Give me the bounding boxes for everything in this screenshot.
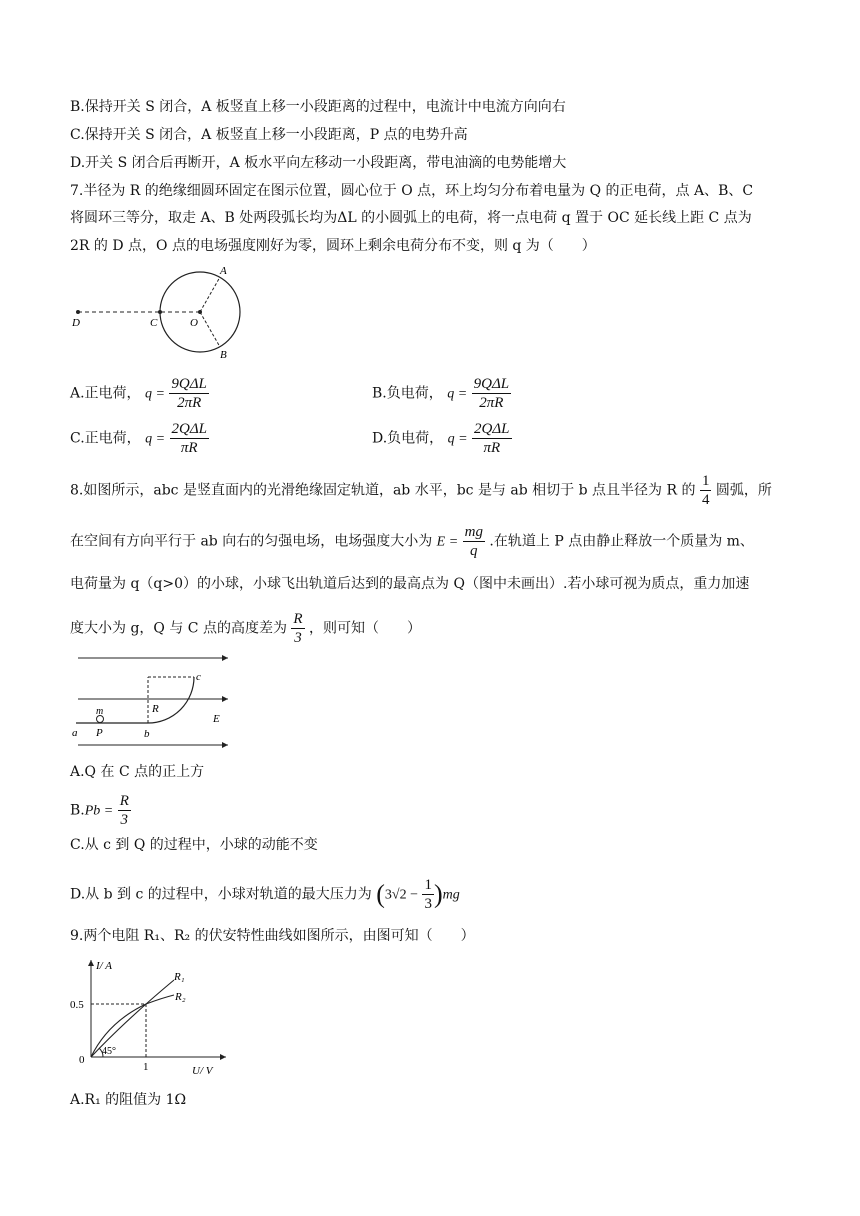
label-a: A [220, 265, 227, 277]
radius-ob [200, 312, 220, 347]
origin-label: 0 [79, 1054, 85, 1066]
q7-option-c-fraction: $\frac{\text{2QΔL}}{\pi R}$ [171, 421, 208, 456]
q8-stem-line3: 电荷量为 q（q>0）的小球，小球飞出轨道后达到的最高点为 Q（图中未画出）.若小球可视为质点，重力加速 [70, 576, 750, 592]
q7-option-a-prefix: A.正电荷， [70, 385, 141, 402]
q6-option-c: C.保持开关 S 闭合，A 板竖直上移一小段距离，P 点的电势升高 [70, 127, 468, 143]
q7-option-b-lhs: q = [447, 386, 468, 402]
q7-option-d-lhs: q = [447, 431, 468, 447]
y-tick-label: 0.5 [70, 999, 84, 1011]
q8-option-a: A.Q 在 C 点的正上方 [70, 764, 205, 780]
q7-option-c-lhs: q = [145, 431, 166, 447]
q7-option-b-fraction: $\frac{\text{9QΔL}}{2\pi R}$ [473, 376, 510, 411]
label-d: D [72, 317, 80, 329]
label-b: b [144, 728, 150, 740]
q7-option-d-prefix: D.负电荷， [372, 430, 444, 447]
radius-oa [200, 277, 220, 312]
label-a: a [72, 727, 78, 739]
q9-iv-chart [66, 952, 236, 1078]
q9-option-a: A.R₁ 的阻值为 1Ω [70, 1092, 187, 1108]
label-c: c [196, 671, 201, 683]
q7-option-a-fraction: $\frac{\text{9QΔL}}{2\pi R}$ [171, 376, 207, 411]
series-label-r2: R₂ [175, 991, 186, 1003]
label-p: P [96, 727, 103, 739]
q7-option-b [372, 375, 511, 412]
q8-option-d: D.从 b 到 c 的过程中，小球对轨道的最大压力为 (3√2 − $\frac{1}{3}$ )mg [70, 877, 460, 912]
q8-height-fraction: $\frac{R}{3}$ [293, 611, 303, 646]
x-axis-label: U/ V [192, 1065, 213, 1077]
q7-option-b-prefix: B.负电荷， [372, 385, 443, 402]
q7-option-d-fraction: $\frac{\text{2QΔL}}{\pi R}$ [474, 421, 510, 456]
q8-track-figure [68, 648, 238, 754]
label-c: C [150, 317, 158, 329]
q7-ring-figure [66, 262, 256, 362]
q7-stem-line3: 2R 的 D 点，O 点的电场强度刚好为零，圆环上剩余电荷分布不变，则 q 为（ ） [70, 238, 596, 254]
q8-field-fraction: $\frac{mg}{q}$ [464, 524, 483, 559]
q8-option-d-fraction: $\frac{1}{3}$ [424, 877, 432, 912]
point-o [198, 310, 202, 314]
q7-option-a-lhs: q = [145, 386, 165, 402]
point-c [158, 310, 162, 314]
track-bc-arc [148, 677, 194, 723]
q8-option-b: B.Pb = $\frac{R}{3}$ [70, 793, 129, 828]
q9-stem: 9.两个电阻 R₁、R₂ 的伏安特性曲线如图所示，由图可知（ ） [70, 928, 475, 944]
label-b: B [220, 349, 227, 361]
point-d [76, 310, 80, 314]
angle-label: 45° [102, 1046, 116, 1057]
label-o: O [190, 317, 198, 329]
label-r: R [152, 703, 159, 715]
q6-option-d: D.开关 S 闭合后再断开，A 板水平向左移动一小段距离，带电油滴的电势能增大 [70, 155, 567, 171]
q8-stem-line1: 8.如图所示，abc 是竖直面内的光滑绝缘固定轨道，ab 水平，bc 是与 ab 相切于 b 点且半径为 R 的 $\frac{1}{4}$ 圆弧，所 [70, 473, 772, 508]
x-tick-label: 1 [143, 1061, 149, 1073]
q8-stem-line4: 度大小为 g，Q 与 C 点的高度差为 $\frac{R}{3}$ ，则可知（ ） [70, 611, 422, 646]
q7-stem-line2: 将圆环三等分，取走 A、B 处两段弧长均为ΔL 的小圆弧上的电荷，将一点电荷 q 置于 OC 延长线上距 C 点为 [70, 210, 752, 226]
label-e: E [213, 713, 220, 725]
q8-quarter-fraction: $\frac{1}{4}$ [701, 473, 710, 508]
q8-option-b-fraction: $\frac{R}{3}$ [119, 793, 129, 828]
q7-option-c-prefix: C.正电荷， [70, 430, 141, 447]
q7-option-c [70, 420, 209, 457]
q7-option-a [70, 375, 209, 412]
q8-option-c: C.从 c 到 Q 的过程中，小球的动能不变 [70, 837, 318, 853]
q7-stem-line1: 7.半径为 R 的绝缘细圆环固定在图示位置，圆心位于 O 点，环上均匀分布着电量为 Q 的正电荷，点 A、B、C [70, 183, 754, 199]
label-m: m [96, 706, 104, 717]
series-label-r1: R₁ [174, 971, 185, 983]
q6-option-b: B.保持开关 S 闭合，A 板竖直上移一小段距离的过程中，电流计中电流方向向右 [70, 99, 566, 115]
q7-option-d [372, 420, 512, 457]
y-axis-label: I/ A [96, 960, 112, 972]
q8-stem-line2: 在空间有方向平行于 ab 向右的匀强电场，电场强度大小为 E = $\frac{mg}{q}$ .在轨道上 P 点由静止释放一个质量为 m、 [70, 524, 754, 559]
